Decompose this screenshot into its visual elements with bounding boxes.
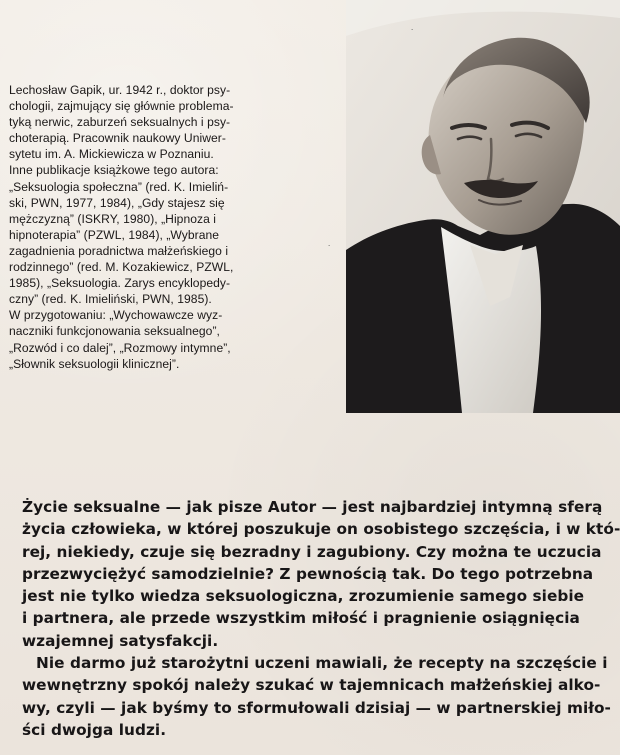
blurb-line: jest nie tylko wiedza seksuologiczna, zrozumienie samego siebie bbox=[22, 587, 585, 606]
author-bio-line: tyką nerwic, zaburzeń seksualnych i psy- bbox=[9, 115, 231, 130]
print-dot: . bbox=[328, 239, 331, 248]
author-bio-line: choterapią. Pracownik naukowy Uniwer- bbox=[9, 131, 226, 146]
author-bio-line: czny” (red. K. Imieliński, PWN, 1985). bbox=[9, 292, 212, 307]
blurb-line: wewnętrzny spokój należy szukać w tajemnicach małżeńskiej alko- bbox=[22, 676, 601, 695]
author-bio-line: 1985), „Seksuologia. Zarys encyklopedy- bbox=[9, 276, 231, 291]
author-bio bbox=[9, 82, 295, 372]
blurb-line: życia człowieka, w której poszukuje on osobistego szczęścia, i w któ- bbox=[22, 520, 620, 539]
author-bio-line: mężczyzną” (ISKRY, 1980), „Hipnoza i bbox=[9, 211, 217, 226]
author-bio-line: naczniki funkcjonowania seksualnego”, bbox=[9, 324, 220, 339]
author-bio-line: „Seksuologia społeczna” (red. K. Imieliń- bbox=[9, 179, 229, 194]
author-bio-line: rodzinnego” (red. M. Kozakiewicz, PZWL, bbox=[9, 260, 234, 275]
blurb-line: Życie seksualne — jak pisze Autor — jest najbardziej intymną sferą bbox=[22, 498, 603, 516]
author-bio-line: sytetu im. A. Mickiewicza w Poznaniu. bbox=[9, 147, 214, 162]
author-bio-line: hipnoterapia” (PZWL, 1984), „Wybrane bbox=[9, 227, 220, 242]
blurb-line: rej, niekiedy, czuje się bezradny i zagubiony. Czy można te uczucia bbox=[22, 542, 602, 561]
author-bio-line: „Rozwód i co dalej”, „Rozmowy intymne”, bbox=[9, 340, 231, 355]
author-photo bbox=[346, 0, 620, 413]
blurb-line: ści dwojga ludzi. bbox=[22, 720, 167, 739]
author-portrait-graphic bbox=[346, 0, 620, 413]
author-bio-line: ski, PWN, 1977, 1984), „Gdy stajesz się bbox=[9, 195, 225, 210]
blurb-line: wy, czyli — jak byśmy to sformułowali dzisiaj — w partnerskiej miło- bbox=[22, 698, 611, 717]
author-bio-line: Inne publikacje książkowe tego autora: bbox=[9, 163, 219, 178]
author-bio-line: Lechosław Gapik, ur. 1942 r., doktor psy- bbox=[9, 83, 231, 97]
blurb-line: przezwyciężyć samodzielnie? Z pewnością tak. Do tego potrzebna bbox=[22, 564, 594, 583]
cover-blurb bbox=[22, 496, 620, 741]
blurb-line: i partnera, ale przede wszystkim miłość i pragnienie osiągnięcia bbox=[22, 609, 580, 628]
author-bio-line: zagadnienia poradnictwa małżeńskiego i bbox=[9, 243, 229, 258]
author-bio-line: W przygotowaniu: „Wychowawcze wyz- bbox=[9, 308, 223, 323]
blurb-line: Nie darmo już starożytni uczeni mawiali, że recepty na szczęście i bbox=[36, 654, 608, 673]
blurb-line: wzajemnej satysfakcji. bbox=[22, 631, 219, 650]
author-bio-line: „Słownik seksuologii klinicznej”. bbox=[9, 356, 180, 371]
print-mark: . bbox=[411, 23, 414, 32]
author-bio-line: chologii, zajmujący się głównie problema- bbox=[9, 99, 234, 114]
